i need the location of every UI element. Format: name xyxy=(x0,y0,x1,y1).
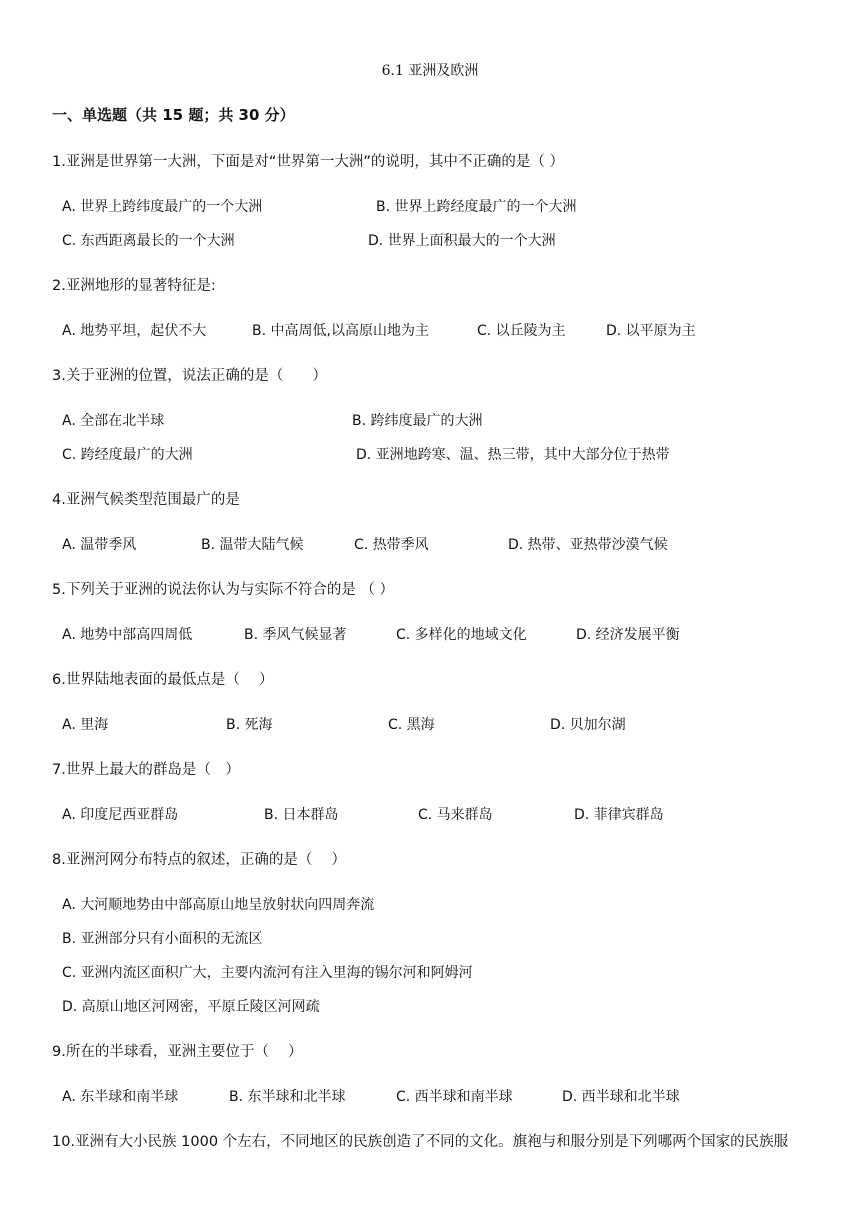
q9-option-a: A. 东半球和南半球 xyxy=(62,1089,179,1105)
q3-option-b: B. 跨纬度最广的大洲 xyxy=(352,413,483,429)
q3-option-a: A. 全部在北半球 xyxy=(62,413,165,429)
question-1: 1.亚洲是世界第一大洲，下面是对“世界第一大洲”的说明，其中不正确的是（ ） xyxy=(52,154,564,170)
q1-option-c: C. 东西距离最长的一个大洲 xyxy=(62,233,235,249)
q6-option-d: D. 贝加尔湖 xyxy=(550,717,626,733)
question-7: 7.世界上最大的群岛是（ ） xyxy=(52,762,240,778)
q1-option-b: B. 世界上跨经度最广的一个大洲 xyxy=(376,199,577,215)
q9-option-b: B. 东半球和北半球 xyxy=(229,1089,346,1105)
q4-option-d: D. 热带、亚热带沙漠气候 xyxy=(508,537,668,553)
q5-option-a: A. 地势中部高四周低 xyxy=(62,627,193,643)
question-5: 5.下列关于亚洲的说法你认为与实际不符合的是 （ ） xyxy=(52,582,395,598)
q3-option-c: C. 跨经度最广的大洲 xyxy=(62,447,193,463)
q4-option-b: B. 温带大陆气候 xyxy=(201,537,304,553)
document-title: 6.1 亚洲及欧洲 xyxy=(381,63,479,79)
question-4: 4.亚洲气候类型范围最广的是 xyxy=(52,492,240,508)
question-9: 9.所在的半球看，亚洲主要位于（ ） xyxy=(52,1044,303,1060)
q7-option-c: C. 马来群岛 xyxy=(418,807,493,823)
section-heading: 一、单选题（共 15 题；共 30 分） xyxy=(52,106,295,124)
q8-option-b: B. 亚洲部分只有小面积的无流区 xyxy=(62,931,263,947)
q8-option-d: D. 高原山地区河网密，平原丘陵区河网疏 xyxy=(62,999,320,1015)
q8-option-c: C. 亚洲内流区面积广大，主要内流河有注入里海的锡尔河和阿姆河 xyxy=(62,965,473,981)
q1-option-a: A. 世界上跨纬度最广的一个大洲 xyxy=(62,199,263,215)
q2-option-b: B. 中高周低,以高原山地为主 xyxy=(252,323,429,339)
q7-option-a: A. 印度尼西亚群岛 xyxy=(62,807,179,823)
q2-option-c: C. 以丘陵为主 xyxy=(477,323,566,339)
q3-option-d: D. 亚洲地跨寒、温、热三带，其中大部分位于热带 xyxy=(356,447,670,463)
q7-option-b: B. 日本群岛 xyxy=(264,807,339,823)
q6-option-b: B. 死海 xyxy=(226,717,273,733)
question-6: 6.世界陆地表面的最低点是（ ） xyxy=(52,672,274,688)
q4-option-c: C. 热带季风 xyxy=(354,537,429,553)
q7-option-d: D. 菲律宾群岛 xyxy=(574,807,664,823)
q4-option-a: A. 温带季风 xyxy=(62,537,137,553)
q1-option-d: D. 世界上面积最大的一个大洲 xyxy=(368,233,556,249)
question-3: 3.关于亚洲的位置，说法正确的是（ ） xyxy=(52,368,327,384)
question-2: 2.亚洲地形的显著特征是: xyxy=(52,278,216,294)
q6-option-c: C. 黑海 xyxy=(388,717,435,733)
question-10: 10.亚洲有大小民族 1000 个左右，不同地区的民族创造了不同的文化。旗袍与和服分别是下列哪两个国家的民族服 xyxy=(52,1134,789,1150)
q6-option-a: A. 里海 xyxy=(62,717,109,733)
q5-option-b: B. 季风气候显著 xyxy=(244,627,347,643)
q2-option-d: D. 以平原为主 xyxy=(606,323,696,339)
q5-option-c: C. 多样化的地域文化 xyxy=(396,627,527,643)
question-8: 8.亚洲河网分布特点的叙述，正确的是（ ） xyxy=(52,852,346,868)
q9-option-d: D. 西半球和北半球 xyxy=(562,1089,680,1105)
q5-option-d: D. 经济发展平衡 xyxy=(576,627,680,643)
q8-option-a: A. 大河顺地势由中部高原山地呈放射状向四周奔流 xyxy=(62,897,375,913)
q2-option-a: A. 地势平坦，起伏不大 xyxy=(62,323,207,339)
q9-option-c: C. 西半球和南半球 xyxy=(396,1089,513,1105)
